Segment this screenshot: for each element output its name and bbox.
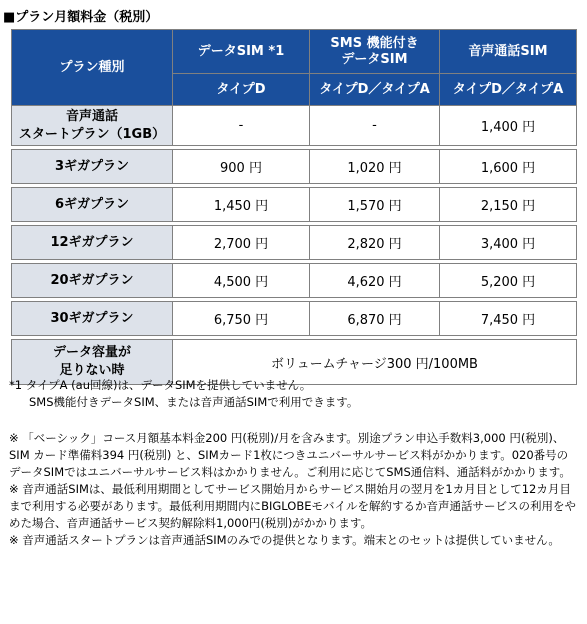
price-table — [11, 29, 577, 385]
note-2: ※ 「ベーシック」コース月額基本料金200 円(税別)/月を含みます。別途プラン申込手数料3,000 円(税別)、SIM カード準備料394 円(税別) と、SIMカード1枚につきユニバーサルサービス料がかかります。020番号のデータSIMではユニバーサルサービス料はかかりません。ご利用に応じてSMS通信料、通話料がかかります。 — [9, 431, 571, 479]
price-cell: 4,620 円 — [310, 264, 440, 298]
row-label-line2: 足りない時 — [59, 363, 125, 378]
header-voice-sim-type: タイプD／タイプA — [440, 74, 577, 106]
price-cell: 2,150 円 — [440, 188, 577, 222]
price-cell: 1,020 円 — [310, 150, 440, 184]
price-cell: 2,700 円 — [173, 226, 310, 260]
price-cell: 2,820 円 — [310, 226, 440, 260]
price-cell: - — [173, 106, 310, 146]
note-4: ※ 音声通話スタートプランは音声通話SIMのみでの提供となります。端末とのセットは提供していません。 — [9, 533, 560, 547]
table-row — [12, 302, 577, 336]
row-label: 20ギガプラン — [12, 264, 173, 298]
header-data-sim-type: タイプD — [173, 74, 310, 106]
row-label: 6ギガプラン — [12, 188, 173, 222]
notes — [9, 377, 579, 549]
price-cell: 5,200 円 — [440, 264, 577, 298]
price-cell: 900 円 — [173, 150, 310, 184]
volume-charge-cell: ボリュームチャージ300 円/100MB — [173, 340, 577, 385]
section-title: ■プラン月額料金（税別） — [3, 10, 159, 25]
row-label-line1: 音声通話 — [65, 108, 118, 124]
header-voice-sim: 音声通話SIM — [440, 30, 577, 74]
price-cell: 1,570 円 — [310, 188, 440, 222]
table-row — [12, 226, 577, 260]
note-1-line2: SMS機能付きデータSIM、または音声通話SIMで利用できます。 — [29, 395, 359, 409]
header-sms-sim-type: タイプD／タイプA — [310, 74, 440, 106]
row-label-line2: スタートプラン（1GB） — [18, 126, 166, 142]
table-row — [12, 150, 577, 184]
table-row — [12, 188, 577, 222]
table-row — [12, 264, 577, 298]
price-cell: 3,400 円 — [440, 226, 577, 260]
header-data-sim: データSIM *1 — [173, 30, 310, 74]
note-3: ※ 音声通話SIMは、最低利用期間としてサービス開始月からサービス開始月の翌月を1カ月目として12カ月目まで利用する必要があります。最低利用期間内にBIGLOBEモバイルを解約するか音声通話サービスの利用をやめた場合、音声通話サービス契約解除料1,000円(税別)がかかります。 — [9, 482, 576, 530]
price-cell: 7,450 円 — [440, 302, 577, 336]
header-sms-sim-line2: データSIM — [341, 51, 408, 67]
price-cell: 4,500 円 — [173, 264, 310, 298]
price-cell: - — [310, 106, 440, 146]
row-label: 3ギガプラン — [12, 150, 173, 184]
price-cell: 1,450 円 — [173, 188, 310, 222]
header-sms-sim — [310, 30, 440, 74]
header-plan-type: プラン種別 — [12, 30, 173, 106]
row-label: 30ギガプラン — [12, 302, 173, 336]
header-sms-sim-line1: SMS 機能付き — [330, 35, 419, 51]
price-cell: 1,600 円 — [440, 150, 577, 184]
row-label-line1: データ容量が — [52, 345, 131, 360]
price-cell: 1,400 円 — [440, 106, 577, 146]
price-cell: 6,750 円 — [173, 302, 310, 336]
row-label: 12ギガプラン — [12, 226, 173, 260]
row-label — [12, 106, 173, 146]
price-cell: 6,870 円 — [310, 302, 440, 336]
note-1-line1: *1 タイプA (au回線)は、データSIMを提供していません。 — [9, 378, 312, 392]
table-row — [12, 106, 577, 146]
